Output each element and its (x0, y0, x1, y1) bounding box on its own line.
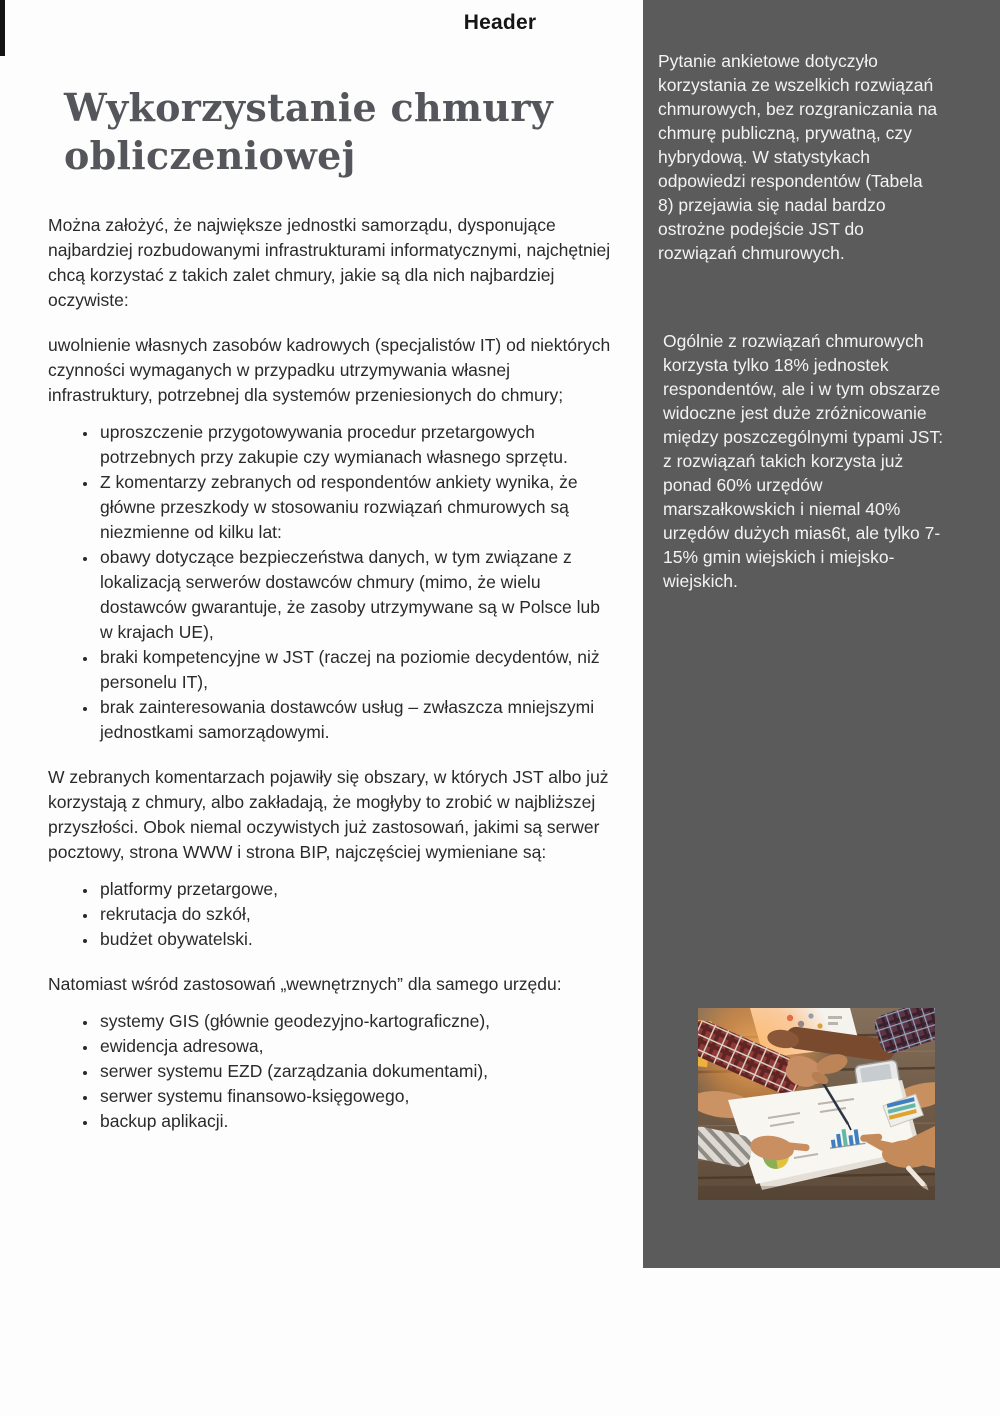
list-item: • Z komentarzy zebranych od respondentów ankiety wynika, że główne przeszkody w stosowaniu rozwiązań chmurowych są niezmienne od kilku lat: (98, 470, 612, 545)
internal-apps-list (48, 1009, 612, 1134)
sidebar-note: Pytanie ankietowe dotyczyło korzystania ze wszelkich rozwiązań chmurowych, bez rozgraniczania na chmurę publiczną, prywatną, czy hybrydową. W statystykach odpowiedzi respondentów (Tabela 8) przejawia się nadal bardzo ostrożne podejście JST do rozwiązań chmurowych. (658, 51, 938, 263)
list-item: • brak zainteresowania dostawców usług – zwłaszcza mniejszymi jednostkami samorządowymi. (98, 695, 612, 745)
sidebar-note: Ogólnie z rozwiązań chmurowych korzysta tylko 18% jednostek respondentów, ale i w tym obszarze widoczne jest duże zróżnicowanie między poszczególnymi typami JST: z rozwiązań takich korzysta już ponad 60% urzędów marszałkowskich i niemal 40% urzędów dużych mias6t, ale tylko 7-15% gmin wiejskich i miejsko-wiejskich. (663, 331, 944, 591)
meeting-photo (698, 1008, 935, 1200)
sidebar (643, 0, 1000, 1268)
page-header: Header (463, 11, 537, 34)
internal-intro-paragraph: Natomiast wśród zastosowań „wewnętrznych” dla samego urzędu: (48, 974, 562, 994)
list-item: • serwer systemu finansowo-księgowego, (98, 1084, 612, 1109)
main-column (48, 0, 612, 1134)
list-item: • budżet obywatelski. (98, 927, 612, 952)
list-item: • braki kompetencyjne w JST (raczej na poziomie decydentów, niż personelu IT), (98, 645, 612, 695)
usage-areas-paragraph: W zebranych komentarzach pojawiły się obszary, w których JST albo już korzystają z chmury, albo zakładają, że mogłyby to zrobić w najbliższej przyszłości. Obok niemal oczywistych już zastosowań, jakimi są serwer pocztowy, strona WWW i strona BIP, najczęściej wymieniane są: (48, 767, 609, 862)
intro-paragraph: Można założyć, że największe jednostki samorządu, dysponujące najbardziej rozbudowanymi infrastrukturami informatycznymi, najchętniej chcą korzystać z takich zalet chmury, jakie są dla nich najbardziej oczywiste: (48, 215, 611, 310)
meeting-photo-illustration (698, 1008, 935, 1200)
list-item: • serwer systemu EZD (zarządzania dokumentami), (98, 1059, 612, 1084)
freed-resources-paragraph: uwolnienie własnych zasobów kadrowych (specjalistów IT) od niektórych czynności wymaganych w przypadku utrzymywania własnej infrastruktury, potrzebnej dla systemów przeniesionych do chmury; (48, 335, 611, 405)
list-item: • platformy przetargowe, (98, 877, 612, 902)
list-item: • backup aplikacji. (98, 1109, 612, 1134)
list-item: • rekrutacja do szkół, (98, 902, 612, 927)
list-item: • ewidencja adresowa, (98, 1034, 612, 1059)
article-title: Wykorzystanie chmury obliczeniowej (64, 85, 554, 178)
list-item: • obawy dotyczące bezpieczeństwa danych, w tym związane z lokalizacją serwerów dostawców chmury (mimo, że wielu dostawców gwarantuje, że zasoby utrzymywane są w Polsce lub w krajach UE), (98, 545, 612, 645)
external-apps-list (48, 877, 612, 952)
list-item: • systemy GIS (głównie geodezyjno-kartograficzne), (98, 1009, 612, 1034)
observations-list (48, 420, 612, 745)
list-item: • uproszczenie przygotowywania procedur przetargowych potrzebnych przy zakupie czy wymianach własnego sprzętu. (98, 420, 612, 470)
